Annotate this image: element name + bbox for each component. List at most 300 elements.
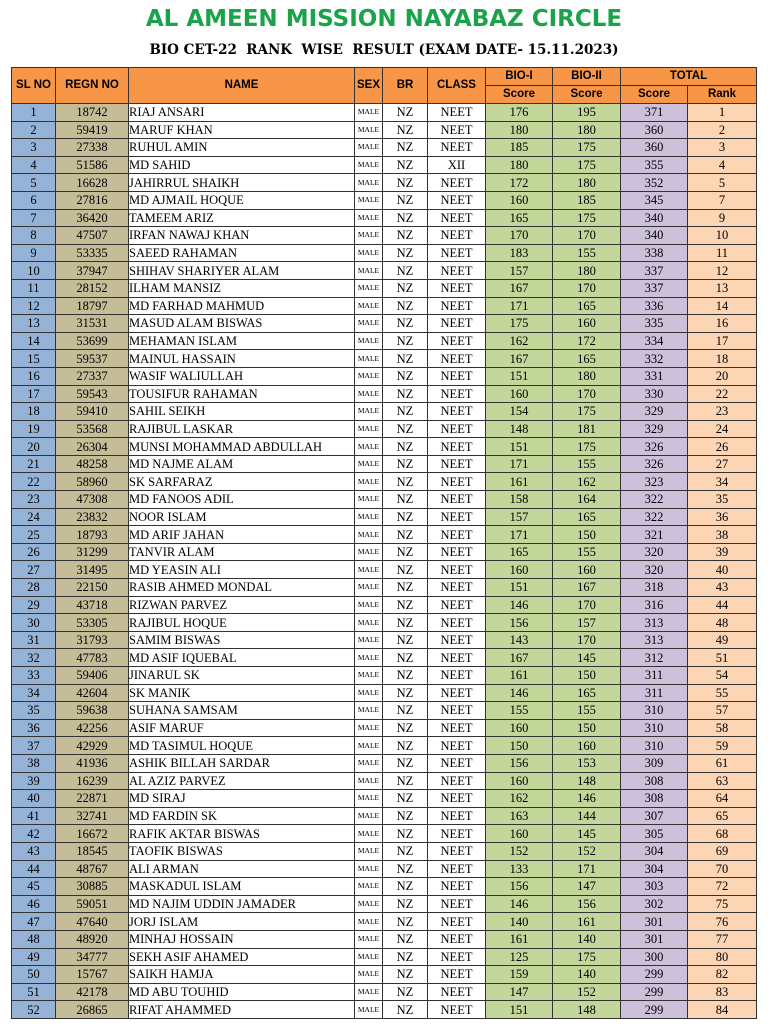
cell-class: XII xyxy=(428,156,486,174)
cell-rank: 34 xyxy=(688,473,757,491)
cell-rank: 10 xyxy=(688,227,757,245)
cell-total-score: 301 xyxy=(621,913,688,931)
cell-sex: MALE xyxy=(355,702,383,720)
cell-total-score: 310 xyxy=(621,702,688,720)
cell-name: MD YEASIN ALI xyxy=(129,561,355,579)
cell-class: NEET xyxy=(428,860,486,878)
cell-rank: 9 xyxy=(688,209,757,227)
cell-total-score: 335 xyxy=(621,315,688,333)
table-row xyxy=(12,367,757,385)
cell-branch: NZ xyxy=(383,649,428,667)
cell-branch: NZ xyxy=(383,543,428,561)
cell-branch: NZ xyxy=(383,737,428,755)
cell-sex: MALE xyxy=(355,807,383,825)
cell-regn-no: 37947 xyxy=(56,262,129,280)
cell-sl-no: 13 xyxy=(12,315,56,333)
cell-sl-no: 24 xyxy=(12,508,56,526)
cell-regn-no: 27816 xyxy=(56,191,129,209)
table-row xyxy=(12,350,757,368)
cell-rank: 72 xyxy=(688,878,757,896)
cell-rank: 17 xyxy=(688,332,757,350)
cell-class: NEET xyxy=(428,244,486,262)
cell-total-score: 316 xyxy=(621,596,688,614)
cell-sl-no: 36 xyxy=(12,719,56,737)
cell-bio2-score: 164 xyxy=(553,491,621,509)
cell-total-score: 323 xyxy=(621,473,688,491)
cell-name: MASUD ALAM BISWAS xyxy=(129,315,355,333)
cell-sl-no: 14 xyxy=(12,332,56,350)
cell-class: NEET xyxy=(428,209,486,227)
cell-name: RIZWAN PARVEZ xyxy=(129,596,355,614)
table-row xyxy=(12,966,757,984)
cell-branch: NZ xyxy=(383,754,428,772)
cell-sex: MALE xyxy=(355,543,383,561)
cell-sl-no: 26 xyxy=(12,543,56,561)
cell-bio2-score: 181 xyxy=(553,420,621,438)
table-row xyxy=(12,1001,757,1019)
cell-rank: 44 xyxy=(688,596,757,614)
cell-total-score: 313 xyxy=(621,614,688,632)
cell-total-score: 308 xyxy=(621,772,688,790)
cell-rank: 48 xyxy=(688,614,757,632)
cell-bio1-score: 160 xyxy=(486,772,553,790)
cell-regn-no: 59543 xyxy=(56,385,129,403)
cell-bio1-score: 140 xyxy=(486,913,553,931)
cell-sl-no: 38 xyxy=(12,754,56,772)
cell-branch: NZ xyxy=(383,895,428,913)
cell-rank: 38 xyxy=(688,526,757,544)
table-row xyxy=(12,297,757,315)
cell-total-score: 305 xyxy=(621,825,688,843)
cell-sl-no: 21 xyxy=(12,455,56,473)
table-row xyxy=(12,614,757,632)
cell-bio2-score: 152 xyxy=(553,842,621,860)
cell-name: MD TASIMUL HOQUE xyxy=(129,737,355,755)
cell-sex: MALE xyxy=(355,667,383,685)
cell-bio1-score: 160 xyxy=(486,825,553,843)
cell-bio2-score: 195 xyxy=(553,104,621,122)
cell-regn-no: 31299 xyxy=(56,543,129,561)
table-row xyxy=(12,596,757,614)
cell-sl-no: 3 xyxy=(12,139,56,157)
cell-rank: 82 xyxy=(688,966,757,984)
cell-bio1-score: 180 xyxy=(486,121,553,139)
cell-bio2-score: 140 xyxy=(553,930,621,948)
cell-regn-no: 22871 xyxy=(56,790,129,808)
cell-sex: MALE xyxy=(355,473,383,491)
table-row xyxy=(12,878,757,896)
cell-sex: MALE xyxy=(355,790,383,808)
table-row xyxy=(12,772,757,790)
cell-name: MASKADUL ISLAM xyxy=(129,878,355,896)
cell-name: RAJIBUL HOQUE xyxy=(129,614,355,632)
cell-bio2-score: 180 xyxy=(553,174,621,192)
cell-class: NEET xyxy=(428,631,486,649)
table-row xyxy=(12,719,757,737)
cell-sl-no: 17 xyxy=(12,385,56,403)
cell-total-score: 318 xyxy=(621,579,688,597)
cell-name: RIAJ ANSARI xyxy=(129,104,355,122)
cell-regn-no: 42604 xyxy=(56,684,129,702)
cell-name: ILHAM MANSIZ xyxy=(129,279,355,297)
cell-name: MD SAHID xyxy=(129,156,355,174)
cell-regn-no: 26865 xyxy=(56,1001,129,1019)
table-row xyxy=(12,403,757,421)
cell-regn-no: 18545 xyxy=(56,842,129,860)
cell-regn-no: 31793 xyxy=(56,631,129,649)
table-row xyxy=(12,948,757,966)
result-table xyxy=(11,67,757,1019)
cell-rank: 80 xyxy=(688,948,757,966)
cell-regn-no: 16239 xyxy=(56,772,129,790)
cell-sex: MALE xyxy=(355,508,383,526)
cell-total-score: 360 xyxy=(621,139,688,157)
cell-class: NEET xyxy=(428,262,486,280)
cell-regn-no: 47507 xyxy=(56,227,129,245)
cell-name: SAHIL SEIKH xyxy=(129,403,355,421)
cell-branch: NZ xyxy=(383,191,428,209)
cell-sl-no: 35 xyxy=(12,702,56,720)
cell-bio2-score: 175 xyxy=(553,948,621,966)
cell-sl-no: 50 xyxy=(12,966,56,984)
cell-sex: MALE xyxy=(355,385,383,403)
cell-rank: 64 xyxy=(688,790,757,808)
cell-regn-no: 43718 xyxy=(56,596,129,614)
cell-sl-no: 51 xyxy=(12,983,56,1001)
cell-bio2-score: 145 xyxy=(553,649,621,667)
cell-bio1-score: 148 xyxy=(486,420,553,438)
cell-branch: NZ xyxy=(383,807,428,825)
cell-class: NEET xyxy=(428,561,486,579)
table-row xyxy=(12,156,757,174)
table-row xyxy=(12,279,757,297)
cell-class: NEET xyxy=(428,297,486,315)
col-header-sex: SEX xyxy=(355,68,383,104)
cell-bio2-score: 170 xyxy=(553,631,621,649)
cell-bio2-score: 180 xyxy=(553,367,621,385)
cell-sl-no: 48 xyxy=(12,930,56,948)
cell-class: NEET xyxy=(428,930,486,948)
cell-total-score: 304 xyxy=(621,842,688,860)
cell-regn-no: 53305 xyxy=(56,614,129,632)
cell-total-score: 310 xyxy=(621,737,688,755)
cell-rank: 23 xyxy=(688,403,757,421)
cell-class: NEET xyxy=(428,315,486,333)
cell-rank: 18 xyxy=(688,350,757,368)
cell-total-score: 309 xyxy=(621,754,688,772)
cell-sl-no: 29 xyxy=(12,596,56,614)
cell-regn-no: 22150 xyxy=(56,579,129,597)
cell-branch: NZ xyxy=(383,244,428,262)
cell-sex: MALE xyxy=(355,262,383,280)
table-row xyxy=(12,930,757,948)
cell-bio2-score: 165 xyxy=(553,297,621,315)
cell-regn-no: 59419 xyxy=(56,121,129,139)
cell-regn-no: 27337 xyxy=(56,367,129,385)
cell-total-score: 299 xyxy=(621,983,688,1001)
cell-bio1-score: 133 xyxy=(486,860,553,878)
cell-class: NEET xyxy=(428,948,486,966)
cell-sl-no: 12 xyxy=(12,297,56,315)
cell-name: SHIHAV SHARIYER ALAM xyxy=(129,262,355,280)
cell-sl-no: 10 xyxy=(12,262,56,280)
cell-bio1-score: 176 xyxy=(486,104,553,122)
cell-sl-no: 40 xyxy=(12,790,56,808)
cell-class: NEET xyxy=(428,895,486,913)
cell-total-score: 360 xyxy=(621,121,688,139)
cell-bio1-score: 162 xyxy=(486,790,553,808)
cell-bio1-score: 146 xyxy=(486,684,553,702)
cell-sex: MALE xyxy=(355,966,383,984)
cell-class: NEET xyxy=(428,473,486,491)
cell-sex: MALE xyxy=(355,367,383,385)
table-row xyxy=(12,209,757,227)
cell-branch: NZ xyxy=(383,860,428,878)
cell-bio1-score: 161 xyxy=(486,930,553,948)
cell-rank: 26 xyxy=(688,438,757,456)
cell-bio2-score: 155 xyxy=(553,702,621,720)
cell-total-score: 337 xyxy=(621,279,688,297)
cell-bio1-score: 147 xyxy=(486,983,553,1001)
cell-branch: NZ xyxy=(383,913,428,931)
cell-class: NEET xyxy=(428,139,486,157)
cell-regn-no: 47640 xyxy=(56,913,129,931)
cell-bio1-score: 143 xyxy=(486,631,553,649)
cell-bio2-score: 144 xyxy=(553,807,621,825)
cell-bio2-score: 175 xyxy=(553,156,621,174)
cell-bio1-score: 156 xyxy=(486,754,553,772)
cell-branch: NZ xyxy=(383,473,428,491)
cell-branch: NZ xyxy=(383,139,428,157)
cell-total-score: 302 xyxy=(621,895,688,913)
cell-name: TAMEEM ARIZ xyxy=(129,209,355,227)
cell-branch: NZ xyxy=(383,596,428,614)
cell-regn-no: 15767 xyxy=(56,966,129,984)
cell-sex: MALE xyxy=(355,420,383,438)
table-row xyxy=(12,913,757,931)
cell-regn-no: 42178 xyxy=(56,983,129,1001)
cell-total-score: 301 xyxy=(621,930,688,948)
cell-class: NEET xyxy=(428,455,486,473)
cell-sl-no: 45 xyxy=(12,878,56,896)
cell-bio1-score: 159 xyxy=(486,966,553,984)
cell-bio2-score: 146 xyxy=(553,790,621,808)
cell-rank: 63 xyxy=(688,772,757,790)
cell-rank: 84 xyxy=(688,1001,757,1019)
table-row xyxy=(12,667,757,685)
cell-branch: NZ xyxy=(383,455,428,473)
cell-name: TANVIR ALAM xyxy=(129,543,355,561)
cell-regn-no: 53335 xyxy=(56,244,129,262)
cell-sex: MALE xyxy=(355,244,383,262)
cell-class: NEET xyxy=(428,825,486,843)
cell-name: MD SIRAJ xyxy=(129,790,355,808)
cell-bio2-score: 148 xyxy=(553,1001,621,1019)
cell-rank: 65 xyxy=(688,807,757,825)
table-row xyxy=(12,508,757,526)
cell-sex: MALE xyxy=(355,104,383,122)
cell-total-score: 326 xyxy=(621,438,688,456)
table-row xyxy=(12,385,757,403)
cell-total-score: 310 xyxy=(621,719,688,737)
table-row xyxy=(12,174,757,192)
cell-class: NEET xyxy=(428,737,486,755)
table-row xyxy=(12,649,757,667)
cell-branch: NZ xyxy=(383,966,428,984)
cell-name: RAJIBUL LASKAR xyxy=(129,420,355,438)
cell-name: ASHIK BILLAH SARDAR xyxy=(129,754,355,772)
cell-name: MAINUL HASSAIN xyxy=(129,350,355,368)
table-row xyxy=(12,191,757,209)
cell-bio1-score: 165 xyxy=(486,209,553,227)
cell-total-score: 338 xyxy=(621,244,688,262)
cell-sl-no: 34 xyxy=(12,684,56,702)
cell-total-score: 334 xyxy=(621,332,688,350)
cell-bio2-score: 175 xyxy=(553,139,621,157)
cell-rank: 2 xyxy=(688,121,757,139)
cell-branch: NZ xyxy=(383,385,428,403)
cell-sex: MALE xyxy=(355,754,383,772)
col-header-bio1: BIO-I xyxy=(486,68,553,86)
cell-total-score: 321 xyxy=(621,526,688,544)
cell-branch: NZ xyxy=(383,930,428,948)
cell-total-score: 303 xyxy=(621,878,688,896)
cell-branch: NZ xyxy=(383,297,428,315)
cell-name: SUHANA SAMSAM xyxy=(129,702,355,720)
cell-name: RASIB AHMED MONDAL xyxy=(129,579,355,597)
cell-branch: NZ xyxy=(383,227,428,245)
cell-bio1-score: 167 xyxy=(486,279,553,297)
cell-name: RAFIK AKTAR BISWAS xyxy=(129,825,355,843)
cell-sex: MALE xyxy=(355,455,383,473)
cell-name: NOOR ISLAM xyxy=(129,508,355,526)
cell-sl-no: 15 xyxy=(12,350,56,368)
cell-branch: NZ xyxy=(383,156,428,174)
cell-sex: MALE xyxy=(355,842,383,860)
cell-rank: 27 xyxy=(688,455,757,473)
cell-total-score: 300 xyxy=(621,948,688,966)
cell-class: NEET xyxy=(428,702,486,720)
cell-branch: NZ xyxy=(383,491,428,509)
cell-class: NEET xyxy=(428,807,486,825)
cell-bio2-score: 170 xyxy=(553,279,621,297)
cell-name: TAOFIK BISWAS xyxy=(129,842,355,860)
col-header-bio2: BIO-II xyxy=(553,68,621,86)
cell-sl-no: 7 xyxy=(12,209,56,227)
cell-bio1-score: 180 xyxy=(486,156,553,174)
cell-branch: NZ xyxy=(383,790,428,808)
cell-branch: NZ xyxy=(383,825,428,843)
cell-bio1-score: 151 xyxy=(486,1001,553,1019)
table-row xyxy=(12,860,757,878)
cell-regn-no: 31495 xyxy=(56,561,129,579)
col-header-sl-no: SL NO xyxy=(12,68,56,104)
cell-name: JAHIRRUL SHAIKH xyxy=(129,174,355,192)
cell-bio1-score: 171 xyxy=(486,455,553,473)
cell-class: NEET xyxy=(428,719,486,737)
cell-sex: MALE xyxy=(355,491,383,509)
cell-sl-no: 37 xyxy=(12,737,56,755)
cell-sex: MALE xyxy=(355,561,383,579)
table-row xyxy=(12,807,757,825)
cell-bio2-score: 171 xyxy=(553,860,621,878)
cell-sex: MALE xyxy=(355,930,383,948)
table-row xyxy=(12,842,757,860)
cell-sl-no: 27 xyxy=(12,561,56,579)
cell-sl-no: 18 xyxy=(12,403,56,421)
cell-branch: NZ xyxy=(383,104,428,122)
cell-bio2-score: 161 xyxy=(553,913,621,931)
cell-regn-no: 28152 xyxy=(56,279,129,297)
cell-total-score: 320 xyxy=(621,543,688,561)
cell-sl-no: 52 xyxy=(12,1001,56,1019)
cell-sex: MALE xyxy=(355,895,383,913)
cell-name: TOUSIFUR RAHAMAN xyxy=(129,385,355,403)
cell-total-score: 352 xyxy=(621,174,688,192)
cell-regn-no: 26304 xyxy=(56,438,129,456)
cell-sl-no: 47 xyxy=(12,913,56,931)
cell-rank: 76 xyxy=(688,913,757,931)
cell-rank: 12 xyxy=(688,262,757,280)
cell-sl-no: 33 xyxy=(12,667,56,685)
cell-bio2-score: 147 xyxy=(553,878,621,896)
cell-total-score: 340 xyxy=(621,227,688,245)
table-row xyxy=(12,631,757,649)
cell-regn-no: 53699 xyxy=(56,332,129,350)
cell-regn-no: 34777 xyxy=(56,948,129,966)
cell-regn-no: 53568 xyxy=(56,420,129,438)
cell-bio2-score: 165 xyxy=(553,508,621,526)
cell-branch: NZ xyxy=(383,332,428,350)
cell-bio1-score: 160 xyxy=(486,191,553,209)
cell-rank: 20 xyxy=(688,367,757,385)
cell-total-score: 329 xyxy=(621,420,688,438)
cell-rank: 14 xyxy=(688,297,757,315)
cell-sex: MALE xyxy=(355,631,383,649)
cell-sex: MALE xyxy=(355,279,383,297)
cell-total-score: 322 xyxy=(621,491,688,509)
cell-class: NEET xyxy=(428,104,486,122)
cell-branch: NZ xyxy=(383,315,428,333)
cell-sex: MALE xyxy=(355,684,383,702)
cell-sl-no: 11 xyxy=(12,279,56,297)
cell-rank: 3 xyxy=(688,139,757,157)
cell-branch: NZ xyxy=(383,1001,428,1019)
cell-bio1-score: 171 xyxy=(486,297,553,315)
cell-bio2-score: 160 xyxy=(553,737,621,755)
cell-regn-no: 51586 xyxy=(56,156,129,174)
cell-class: NEET xyxy=(428,526,486,544)
cell-bio2-score: 175 xyxy=(553,438,621,456)
cell-bio1-score: 175 xyxy=(486,315,553,333)
cell-branch: NZ xyxy=(383,174,428,192)
cell-class: NEET xyxy=(428,438,486,456)
cell-bio2-score: 157 xyxy=(553,614,621,632)
cell-bio1-score: 161 xyxy=(486,473,553,491)
table-row xyxy=(12,121,757,139)
cell-total-score: 313 xyxy=(621,631,688,649)
cell-branch: NZ xyxy=(383,702,428,720)
cell-name: MD NAJIM UDDIN JAMADER xyxy=(129,895,355,913)
cell-branch: NZ xyxy=(383,526,428,544)
cell-class: NEET xyxy=(428,684,486,702)
cell-class: NEET xyxy=(428,878,486,896)
cell-bio1-score: 150 xyxy=(486,737,553,755)
cell-total-score: 345 xyxy=(621,191,688,209)
cell-sl-no: 32 xyxy=(12,649,56,667)
cell-class: NEET xyxy=(428,649,486,667)
cell-regn-no: 16628 xyxy=(56,174,129,192)
